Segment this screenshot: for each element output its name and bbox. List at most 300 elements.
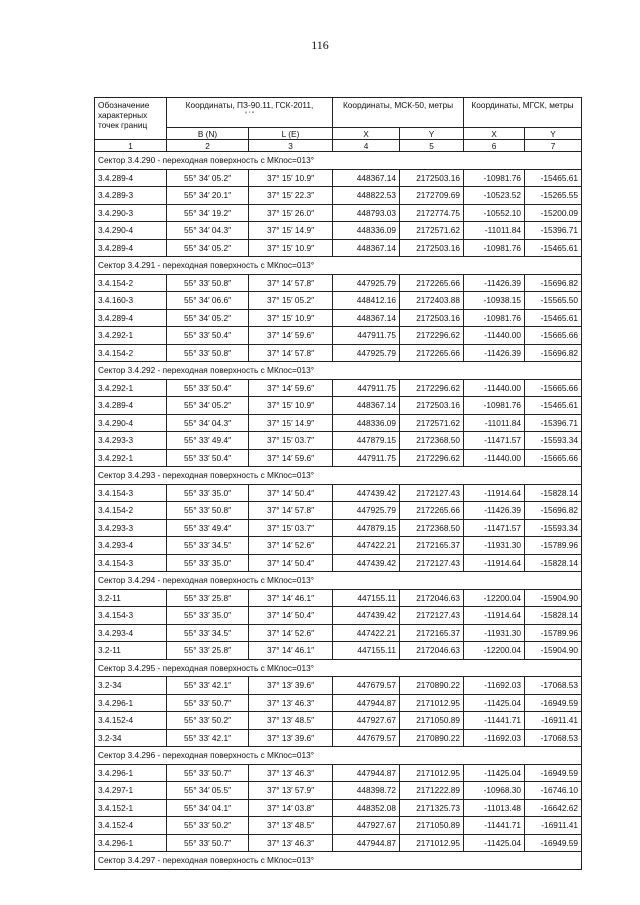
table-cell: 37° 15′ 10.9″	[249, 169, 333, 187]
table-cell: 55° 33′ 50.8″	[167, 344, 249, 362]
table-row	[95, 239, 582, 257]
table-cell: 2170890.22	[400, 729, 464, 747]
table-cell: 448352.08	[333, 799, 400, 817]
table-cell: -15565.50	[525, 292, 582, 310]
table-cell: -10968.30	[464, 782, 525, 800]
table-cell: 3.4.154-2	[95, 502, 167, 520]
table-cell: -11425.04	[464, 694, 525, 712]
table-cell: 55° 34′ 05.2″	[167, 309, 249, 327]
table-row	[95, 292, 582, 310]
table-cell: 3.4.154-2	[95, 344, 167, 362]
table-cell: 2171012.95	[400, 764, 464, 782]
table-cell: 2172368.50	[400, 519, 464, 537]
table-cell: -11426.39	[464, 274, 525, 292]
sector-row	[95, 467, 582, 485]
table-cell: 55° 33′ 25.8″	[167, 642, 249, 660]
table-row	[95, 589, 582, 607]
table-cell: -15465.61	[525, 309, 582, 327]
table-row	[95, 432, 582, 450]
table-row	[95, 222, 582, 240]
table-row	[95, 169, 582, 187]
table-cell: -10552.10	[464, 204, 525, 222]
table-cell: 447925.79	[333, 274, 400, 292]
table-cell: 37° 15′ 05.2″	[249, 292, 333, 310]
table-cell: 2172127.43	[400, 607, 464, 625]
table-cell: 448367.14	[333, 239, 400, 257]
table-cell: -10981.76	[464, 397, 525, 415]
table-cell: 37° 14′ 50.4″	[249, 607, 333, 625]
table-cell: 55° 34′ 05.2″	[167, 169, 249, 187]
table-row	[95, 204, 582, 222]
column-number: 6	[464, 140, 525, 152]
table-cell: -10981.76	[464, 309, 525, 327]
table-cell: 448822.53	[333, 187, 400, 205]
sector-row	[95, 362, 582, 380]
table-cell: 37° 14′ 50.4″	[249, 484, 333, 502]
table-cell: -17068.53	[525, 677, 582, 695]
table-cell: 3.4.290-3	[95, 204, 167, 222]
table-cell: -15396.71	[525, 222, 582, 240]
table-cell: 2172571.62	[400, 414, 464, 432]
table-cell: -15789.96	[525, 537, 582, 555]
sector-title: Сектор 3.4.297 - переходная поверхность с МКпос=013°	[95, 852, 582, 870]
table-cell: 447911.75	[333, 449, 400, 467]
table-cell: 3.4.290-4	[95, 222, 167, 240]
table-cell: 55° 33′ 42.1″	[167, 677, 249, 695]
column-number-row	[95, 140, 582, 152]
table-cell: 3.4.293-3	[95, 432, 167, 450]
table-cell: 3.2-11	[95, 642, 167, 660]
table-cell: -15828.14	[525, 554, 582, 572]
table-cell: 447944.87	[333, 834, 400, 852]
table-cell: 447879.15	[333, 432, 400, 450]
column-number: 2	[167, 140, 249, 152]
page-number: 116	[311, 38, 329, 52]
table-cell: -15789.96	[525, 624, 582, 642]
table-cell: -12200.04	[464, 589, 525, 607]
coordinates-table	[94, 97, 582, 870]
table-cell: 2172403.88	[400, 292, 464, 310]
table-cell: 55° 33′ 50.8″	[167, 502, 249, 520]
table-cell: 3.4.297-1	[95, 782, 167, 800]
table-cell: -11440.00	[464, 449, 525, 467]
header-pz-coords	[167, 98, 333, 128]
table-cell: 3.4.293-3	[95, 519, 167, 537]
table-cell: 55° 33′ 49.4″	[167, 432, 249, 450]
table-cell: -11441.71	[464, 712, 525, 730]
table-cell: -15465.61	[525, 169, 582, 187]
table-cell: 55° 33′ 50.7″	[167, 694, 249, 712]
table-cell: 3.2-34	[95, 677, 167, 695]
table-cell: 37° 14′ 57.8″	[249, 502, 333, 520]
column-number: 5	[400, 140, 464, 152]
table-cell: 447944.87	[333, 694, 400, 712]
table-cell: 55° 34′ 04.3″	[167, 222, 249, 240]
table-row	[95, 642, 582, 660]
column-number: 7	[525, 140, 582, 152]
table-cell: 55° 33′ 25.8″	[167, 589, 249, 607]
table-cell: 37° 15′ 10.9″	[249, 309, 333, 327]
table-header	[95, 98, 582, 152]
table-row	[95, 502, 582, 520]
table-cell: -15904.90	[525, 642, 582, 660]
column-number: 1	[95, 140, 167, 152]
table-cell: -15828.14	[525, 484, 582, 502]
table-cell: 37° 14′ 57.8″	[249, 274, 333, 292]
table-cell: 55° 33′ 49.4″	[167, 519, 249, 537]
table-cell: 37° 13′ 39.6″	[249, 729, 333, 747]
table-row	[95, 624, 582, 642]
table-cell: 2172265.66	[400, 344, 464, 362]
table-cell: 2172774.75	[400, 204, 464, 222]
table-cell: -11425.04	[464, 834, 525, 852]
table-row	[95, 519, 582, 537]
table-cell: 55° 34′ 05.5″	[167, 782, 249, 800]
table-cell: 448336.09	[333, 222, 400, 240]
table-cell: 2171050.89	[400, 817, 464, 835]
table-cell: 2171012.95	[400, 694, 464, 712]
header-b: B (N)	[167, 128, 249, 140]
table-cell: 37° 15′ 14.9″	[249, 222, 333, 240]
table-cell: -15696.82	[525, 502, 582, 520]
table-cell: 37° 15′ 10.9″	[249, 397, 333, 415]
table-row	[95, 694, 582, 712]
table-cell: 55° 34′ 04.1″	[167, 799, 249, 817]
table-cell: 3.4.296-1	[95, 834, 167, 852]
table-cell: 447944.87	[333, 764, 400, 782]
table-cell: 2172127.43	[400, 554, 464, 572]
table-row	[95, 274, 582, 292]
table-cell: 37° 13′ 48.5″	[249, 712, 333, 730]
table-cell: 37° 14′ 57.8″	[249, 344, 333, 362]
table-cell: -15828.14	[525, 607, 582, 625]
table-cell: 37° 15′ 03.7″	[249, 519, 333, 537]
header-designation: Обозначение характерных точек границ	[95, 98, 167, 140]
table-row	[95, 764, 582, 782]
table-cell: 3.4.292-1	[95, 449, 167, 467]
table-cell: -15465.61	[525, 397, 582, 415]
table-cell: -11914.64	[464, 607, 525, 625]
table-cell: -10981.76	[464, 169, 525, 187]
header-x-mgsk: X	[464, 128, 525, 140]
table-cell: 448412.16	[333, 292, 400, 310]
table-cell: 3.4.292-1	[95, 327, 167, 345]
sector-title: Сектор 3.4.291 - переходная поверхность с МКпос=013°	[95, 257, 582, 275]
sector-title: Сектор 3.4.294 - переходная поверхность с МКпос=013°	[95, 572, 582, 590]
table-cell: 2172709.69	[400, 187, 464, 205]
sector-row	[95, 747, 582, 765]
table-cell: 3.4.293-4	[95, 537, 167, 555]
table-cell: 55° 33′ 50.4″	[167, 379, 249, 397]
table-cell: 37° 14′ 59.6″	[249, 327, 333, 345]
table-cell: 55° 33′ 50.8″	[167, 274, 249, 292]
header-l: L (E)	[249, 128, 333, 140]
table-cell: 447422.21	[333, 624, 400, 642]
table-cell: -11426.39	[464, 344, 525, 362]
table-cell: 2172046.63	[400, 589, 464, 607]
table-cell: 2172503.16	[400, 397, 464, 415]
table-cell: 3.4.154-3	[95, 484, 167, 502]
table-cell: 55° 33′ 50.2″	[167, 712, 249, 730]
table-cell: 3.4.293-4	[95, 624, 167, 642]
table-cell: -17068.53	[525, 729, 582, 747]
table-cell: 3.4.154-2	[95, 274, 167, 292]
table-cell: 37° 13′ 57.9″	[249, 782, 333, 800]
table-cell: 448793.03	[333, 204, 400, 222]
table-cell: 2172296.62	[400, 449, 464, 467]
table-cell: 37° 14′ 52.6″	[249, 537, 333, 555]
table-cell: 3.4.160-3	[95, 292, 167, 310]
table-cell: 55° 34′ 20.1″	[167, 187, 249, 205]
table-cell: -15665.66	[525, 449, 582, 467]
table-cell: 2172571.62	[400, 222, 464, 240]
table-cell: 55° 33′ 35.0″	[167, 607, 249, 625]
table-cell: 55° 33′ 42.1″	[167, 729, 249, 747]
sector-row	[95, 572, 582, 590]
table-cell: -11440.00	[464, 327, 525, 345]
table-cell: 37° 13′ 39.6″	[249, 677, 333, 695]
table-cell: 2171222.89	[400, 782, 464, 800]
table-cell: 3.4.290-4	[95, 414, 167, 432]
table-cell: 448367.14	[333, 397, 400, 415]
table-row	[95, 677, 582, 695]
table-cell: 447911.75	[333, 327, 400, 345]
table-cell: -11471.57	[464, 519, 525, 537]
table-row	[95, 327, 582, 345]
table-cell: 37° 14′ 46.1″	[249, 642, 333, 660]
table-cell: -16949.59	[525, 834, 582, 852]
table-cell: 37° 14′ 52.6″	[249, 624, 333, 642]
table-cell: 2172165.37	[400, 624, 464, 642]
table-row	[95, 554, 582, 572]
table-cell: 447439.42	[333, 484, 400, 502]
header-pz-label: Координаты, ПЗ-90.11, ГСК-2011,	[185, 100, 314, 110]
table-row	[95, 799, 582, 817]
table-row	[95, 834, 582, 852]
table-cell: 3.4.289-4	[95, 397, 167, 415]
sector-row	[95, 152, 582, 170]
table-cell: -11425.04	[464, 764, 525, 782]
table-cell: 447422.21	[333, 537, 400, 555]
table-cell: 3.4.289-4	[95, 239, 167, 257]
table-cell: -15696.82	[525, 274, 582, 292]
table-cell: 3.4.289-4	[95, 309, 167, 327]
table-cell: 3.4.152-4	[95, 817, 167, 835]
table-cell: 448367.14	[333, 309, 400, 327]
table-cell: -15593.34	[525, 432, 582, 450]
table-cell: -16746.10	[525, 782, 582, 800]
table-cell: 2172296.62	[400, 327, 464, 345]
table-cell: 37° 13′ 46.3″	[249, 764, 333, 782]
table-cell: 55° 33′ 34.5″	[167, 624, 249, 642]
table-cell: -11931.30	[464, 537, 525, 555]
table-cell: 37° 15′ 26.0″	[249, 204, 333, 222]
table-row	[95, 607, 582, 625]
table-cell: -11471.57	[464, 432, 525, 450]
header-msk-coords: Координаты, МСК-50, метры	[333, 98, 464, 128]
table-cell: 3.4.154-3	[95, 607, 167, 625]
table-cell: -11011.84	[464, 414, 525, 432]
table-row	[95, 344, 582, 362]
table-cell: -11692.03	[464, 729, 525, 747]
table-cell: 448398.72	[333, 782, 400, 800]
table-cell: 37° 14′ 46.1″	[249, 589, 333, 607]
table-cell: -16911.41	[525, 817, 582, 835]
table-cell: 447925.79	[333, 502, 400, 520]
table-cell: -10981.76	[464, 239, 525, 257]
table-cell: -15396.71	[525, 414, 582, 432]
table-cell: 37° 15′ 10.9″	[249, 239, 333, 257]
table-cell: 55° 33′ 50.2″	[167, 817, 249, 835]
header-pz-units: ° ′ ″	[245, 112, 254, 118]
table-cell: 447155.11	[333, 642, 400, 660]
table-cell: 3.4.296-1	[95, 694, 167, 712]
table-cell: 3.4.152-4	[95, 712, 167, 730]
column-number: 3	[249, 140, 333, 152]
table-cell: 3.4.154-3	[95, 554, 167, 572]
table-cell: 37° 15′ 03.7″	[249, 432, 333, 450]
table-cell: -10938.15	[464, 292, 525, 310]
table-cell: 55° 34′ 05.2″	[167, 397, 249, 415]
table-row	[95, 484, 582, 502]
table-cell: 3.2-34	[95, 729, 167, 747]
table-cell: 55° 33′ 35.0″	[167, 484, 249, 502]
table-row	[95, 414, 582, 432]
table-cell: -15465.61	[525, 239, 582, 257]
table-cell: 448367.14	[333, 169, 400, 187]
sector-title: Сектор 3.4.292 - переходная поверхность с МКпос=013°	[95, 362, 582, 380]
table-cell: 37° 14′ 50.4″	[249, 554, 333, 572]
table-row	[95, 729, 582, 747]
table-cell: -15696.82	[525, 344, 582, 362]
table-cell: -16949.59	[525, 694, 582, 712]
table-cell: 2171012.95	[400, 834, 464, 852]
table-cell: 447439.42	[333, 607, 400, 625]
table-cell: -16949.59	[525, 764, 582, 782]
table-cell: 37° 14′ 59.6″	[249, 379, 333, 397]
table-cell: -11440.00	[464, 379, 525, 397]
table-cell: -11914.64	[464, 484, 525, 502]
table-cell: 3.4.289-3	[95, 187, 167, 205]
table-cell: -11914.64	[464, 554, 525, 572]
table-cell: 55° 34′ 05.2″	[167, 239, 249, 257]
sector-title: Сектор 3.4.293 - переходная поверхность с МКпос=013°	[95, 467, 582, 485]
table-row	[95, 712, 582, 730]
table-cell: 447155.11	[333, 589, 400, 607]
table-cell: 55° 34′ 19.2″	[167, 204, 249, 222]
table-cell: 2172368.50	[400, 432, 464, 450]
table-cell: -16911.41	[525, 712, 582, 730]
table-cell: 2172503.16	[400, 239, 464, 257]
table-cell: 55° 33′ 50.7″	[167, 764, 249, 782]
table-row	[95, 309, 582, 327]
table-row	[95, 537, 582, 555]
table-cell: 447679.57	[333, 729, 400, 747]
table-cell: -15904.90	[525, 589, 582, 607]
table-cell: 448336.09	[333, 414, 400, 432]
table-cell: 3.2-11	[95, 589, 167, 607]
sector-title: Сектор 3.4.290 - переходная поверхность с МКпос=013°	[95, 152, 582, 170]
table-row	[95, 379, 582, 397]
table-cell: 55° 33′ 50.7″	[167, 834, 249, 852]
table-cell: -11013.48	[464, 799, 525, 817]
table-cell: -15200.09	[525, 204, 582, 222]
table-cell: 447925.79	[333, 344, 400, 362]
table-row	[95, 782, 582, 800]
table-cell: 447879.15	[333, 519, 400, 537]
table-row	[95, 187, 582, 205]
table-cell: 2172503.16	[400, 309, 464, 327]
table-row	[95, 449, 582, 467]
table-cell: 55° 34′ 04.3″	[167, 414, 249, 432]
table-cell: -15593.34	[525, 519, 582, 537]
table-cell: -10523.52	[464, 187, 525, 205]
table-cell: -11931.30	[464, 624, 525, 642]
sector-title: Сектор 3.4.296 - переходная поверхность с МКпос=013°	[95, 747, 582, 765]
table-cell: 37° 13′ 48.5″	[249, 817, 333, 835]
table-cell: 2172296.62	[400, 379, 464, 397]
table-cell: 2172127.43	[400, 484, 464, 502]
table-cell: 3.4.289-4	[95, 169, 167, 187]
table-body	[95, 152, 582, 870]
table-cell: 37° 13′ 46.3″	[249, 694, 333, 712]
table-cell: 447911.75	[333, 379, 400, 397]
table-cell: 37° 15′ 14.9″	[249, 414, 333, 432]
table-cell: -15665.66	[525, 327, 582, 345]
table-cell: -12200.04	[464, 642, 525, 660]
table-cell: 447439.42	[333, 554, 400, 572]
sector-row	[95, 257, 582, 275]
table-cell: 447927.67	[333, 817, 400, 835]
table-cell: 55° 33′ 35.0″	[167, 554, 249, 572]
table-cell: 2172046.63	[400, 642, 464, 660]
table-cell: 55° 33′ 34.5″	[167, 537, 249, 555]
sector-title: Сектор 3.4.295 - переходная поверхность с МКпос=013°	[95, 659, 582, 677]
table-cell: 55° 33′ 50.4″	[167, 327, 249, 345]
table-cell: 37° 13′ 46.3″	[249, 834, 333, 852]
table-row	[95, 817, 582, 835]
table-cell: 55° 34′ 06.6″	[167, 292, 249, 310]
table-cell: 3.4.292-1	[95, 379, 167, 397]
table-cell: 2172503.16	[400, 169, 464, 187]
header-y-mgsk: Y	[525, 128, 582, 140]
header-x-msk: X	[333, 128, 400, 140]
sector-row	[95, 852, 582, 870]
table-cell: -11441.71	[464, 817, 525, 835]
header-y-msk: Y	[400, 128, 464, 140]
table-cell: -11426.39	[464, 502, 525, 520]
table-cell: 37° 14′ 03.8″	[249, 799, 333, 817]
table-cell: -15265.55	[525, 187, 582, 205]
table-cell: -11011.84	[464, 222, 525, 240]
column-number: 4	[333, 140, 400, 152]
table-row	[95, 397, 582, 415]
table-cell: 37° 15′ 22.3″	[249, 187, 333, 205]
table-cell: 447679.57	[333, 677, 400, 695]
table-cell: 2172265.66	[400, 274, 464, 292]
table-cell: 2172265.66	[400, 502, 464, 520]
table-cell: 3.4.296-1	[95, 764, 167, 782]
table-cell: 37° 14′ 59.6″	[249, 449, 333, 467]
header-mgsk-coords: Координаты, МГСК, метры	[464, 98, 582, 128]
table-cell: 2170890.22	[400, 677, 464, 695]
table-cell: -11692.03	[464, 677, 525, 695]
table-cell: 447927.67	[333, 712, 400, 730]
table-cell: 55° 33′ 50.4″	[167, 449, 249, 467]
table-cell: 2171050.89	[400, 712, 464, 730]
table-cell: -16642.62	[525, 799, 582, 817]
table-cell: 2172165.37	[400, 537, 464, 555]
